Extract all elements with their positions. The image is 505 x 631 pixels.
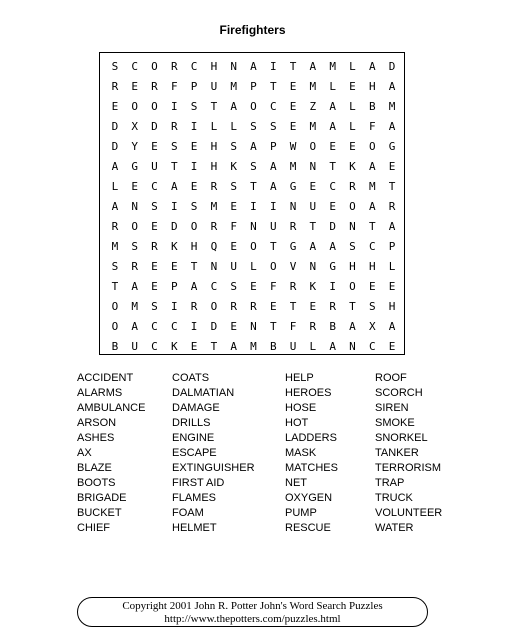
grid-letter[interactable]: F	[368, 120, 376, 133]
grid-letter[interactable]: E	[368, 280, 376, 293]
grid-letter[interactable]: K	[349, 160, 356, 173]
grid-letter[interactable]: N	[131, 200, 138, 213]
grid-row	[100, 237, 404, 257]
grid-letter[interactable]: E	[388, 280, 396, 293]
grid-letter[interactable]: K	[170, 240, 178, 253]
grid-letter[interactable]: E	[329, 140, 336, 153]
word-list-item: TANKER	[375, 447, 419, 459]
grid-letter[interactable]: E	[388, 160, 396, 173]
grid-letter[interactable]: N	[230, 60, 237, 73]
grid-letter[interactable]: C	[368, 340, 376, 353]
grid-letter[interactable]: D	[111, 140, 119, 153]
grid-letter[interactable]: A	[111, 160, 119, 173]
word-list	[77, 371, 497, 541]
word-list-item: ROOF	[375, 372, 407, 384]
grid-letter[interactable]: A	[388, 80, 396, 93]
grid-letter[interactable]: T	[170, 160, 178, 173]
grid-letter[interactable]: N	[210, 260, 218, 273]
word-list-item: FIRST AID	[172, 477, 225, 489]
grid-letter[interactable]: G	[131, 160, 138, 173]
grid-letter[interactable]: S	[230, 180, 237, 193]
grid-letter[interactable]: S	[230, 280, 237, 293]
grid-letter[interactable]: E	[289, 80, 297, 93]
grid-letter[interactable]: G	[289, 180, 297, 193]
grid-letter[interactable]: M	[309, 80, 317, 93]
grid-row	[100, 157, 404, 177]
word-list-item: FOAM	[172, 507, 204, 519]
grid-letter[interactable]: T	[190, 260, 198, 273]
grid-letter[interactable]: A	[329, 100, 336, 113]
word-list-item: NET	[285, 477, 307, 489]
grid-letter[interactable]: T	[111, 280, 119, 293]
grid-row	[100, 257, 404, 277]
grid-row	[100, 57, 404, 77]
grid-letter[interactable]: U	[131, 340, 138, 353]
word-list-item: ESCAPE	[172, 447, 217, 459]
grid-letter[interactable]: N	[349, 340, 356, 353]
grid-row	[100, 137, 404, 157]
grid-letter[interactable]: C	[368, 240, 376, 253]
grid-letter[interactable]: M	[250, 340, 257, 353]
grid-letter[interactable]: U	[210, 80, 218, 93]
grid-letter[interactable]: C	[151, 340, 158, 353]
grid-letter[interactable]: R	[250, 300, 257, 313]
word-column	[375, 371, 442, 536]
grid-letter[interactable]: M	[329, 60, 336, 73]
word-list-item: TRUCK	[375, 492, 413, 504]
grid-letter[interactable]: T	[210, 100, 218, 113]
word-column	[285, 371, 338, 536]
word-list-item: DALMATIAN	[172, 387, 235, 399]
word-list-item: TERRORISM	[375, 462, 441, 474]
grid-letter[interactable]: O	[131, 100, 138, 113]
grid-letter[interactable]: S	[151, 200, 158, 213]
word-list-item: HELMET	[172, 522, 217, 534]
word-list-item: BRIGADE	[77, 492, 127, 504]
grid-letter[interactable]: T	[250, 180, 257, 193]
grid-letter[interactable]: F	[269, 280, 277, 293]
grid-letter[interactable]: D	[151, 120, 158, 133]
grid-letter[interactable]: O	[349, 280, 356, 293]
grid-letter[interactable]: E	[289, 100, 297, 113]
grid-letter[interactable]: T	[269, 80, 277, 93]
grid-letter[interactable]: A	[190, 280, 198, 293]
grid-letter[interactable]: M	[388, 100, 396, 113]
grid-letter[interactable]: N	[250, 320, 257, 333]
grid-letter[interactable]: A	[388, 220, 396, 233]
grid-letter[interactable]: T	[349, 300, 356, 313]
grid-letter[interactable]: A	[250, 140, 257, 153]
grid-letter[interactable]: C	[151, 320, 158, 333]
word-list-item: OXYGEN	[285, 492, 333, 504]
word-column	[172, 371, 255, 536]
grid-letter[interactable]: C	[151, 180, 158, 193]
grid-letter[interactable]: I	[190, 120, 198, 133]
grid-letter[interactable]: F	[289, 320, 297, 333]
grid-row	[100, 297, 404, 317]
grid-letter[interactable]: R	[309, 320, 317, 333]
grid-letter[interactable]: I	[170, 300, 178, 313]
grid-letter[interactable]: H	[368, 260, 376, 273]
grid-letter[interactable]: R	[289, 220, 297, 233]
grid-letter[interactable]: S	[170, 140, 178, 153]
grid-letter[interactable]: O	[210, 300, 218, 313]
word-list-item: HEROES	[285, 387, 332, 399]
grid-letter[interactable]: A	[368, 60, 376, 73]
grid-row	[100, 77, 404, 97]
grid-letter[interactable]: O	[368, 140, 376, 153]
grid-letter[interactable]: A	[368, 160, 376, 173]
word-list-item: TRAP	[375, 477, 405, 489]
grid-letter[interactable]: N	[349, 220, 356, 233]
grid-row	[100, 97, 404, 117]
grid-letter[interactable]: W	[289, 140, 297, 153]
grid-letter[interactable]: L	[349, 60, 356, 73]
grid-letter[interactable]: H	[210, 160, 218, 173]
grid-letter[interactable]: A	[329, 120, 336, 133]
grid-letter[interactable]: A	[230, 340, 237, 353]
grid-letter[interactable]: T	[269, 320, 277, 333]
grid-letter[interactable]: A	[388, 120, 396, 133]
grid-letter[interactable]: R	[210, 180, 218, 193]
grid-letter[interactable]: H	[349, 260, 356, 273]
grid-letter[interactable]: H	[210, 60, 218, 73]
grid-letter[interactable]: P	[250, 80, 257, 93]
grid-letter[interactable]: A	[368, 200, 376, 213]
grid-letter[interactable]: L	[388, 260, 396, 273]
grid-letter[interactable]: E	[131, 180, 138, 193]
grid-letter[interactable]: M	[230, 80, 237, 93]
word-list-item: ASHES	[77, 432, 115, 444]
grid-letter[interactable]: S	[111, 260, 119, 273]
grid-letter[interactable]: E	[190, 340, 198, 353]
grid-letter[interactable]: T	[329, 160, 336, 173]
grid-letter[interactable]: O	[111, 300, 119, 313]
grid-letter[interactable]: E	[230, 200, 237, 213]
grid-letter[interactable]: C	[131, 60, 138, 73]
word-list-item: ALARMS	[77, 387, 123, 399]
grid-letter[interactable]: E	[329, 200, 336, 213]
grid-letter[interactable]: E	[170, 260, 178, 273]
grid-letter[interactable]: N	[289, 200, 297, 213]
grid-letter[interactable]: E	[190, 180, 198, 193]
grid-letter[interactable]: C	[269, 100, 277, 113]
grid-letter[interactable]: I	[190, 160, 198, 173]
grid-letter[interactable]: A	[309, 240, 317, 253]
word-list-item: WATER	[375, 522, 414, 534]
grid-letter[interactable]: O	[190, 220, 198, 233]
grid-letter[interactable]: E	[269, 300, 277, 313]
grid-letter[interactable]: N	[309, 260, 317, 273]
grid-letter[interactable]: S	[250, 160, 257, 173]
grid-letter[interactable]: A	[111, 200, 119, 213]
grid-letter[interactable]: S	[131, 240, 138, 253]
grid-row	[100, 217, 404, 237]
grid-letter[interactable]: T	[269, 240, 277, 253]
grid-letter[interactable]: L	[329, 80, 336, 93]
word-list-item: ACCIDENT	[77, 372, 134, 384]
grid-letter[interactable]: A	[170, 180, 178, 193]
grid-letter[interactable]: R	[151, 80, 158, 93]
grid-letter[interactable]: I	[269, 60, 277, 73]
grid-letter[interactable]: X	[368, 320, 376, 333]
grid-letter[interactable]: U	[309, 200, 317, 213]
word-list-item: ARSON	[77, 417, 117, 429]
grid-letter[interactable]: E	[111, 100, 119, 113]
grid-letter[interactable]: A	[250, 60, 257, 73]
grid-letter[interactable]: D	[329, 220, 336, 233]
word-list-item: MATCHES	[285, 462, 338, 474]
grid-letter[interactable]: A	[329, 240, 336, 253]
grid-letter[interactable]: E	[151, 220, 158, 233]
grid-letter[interactable]: C	[210, 280, 218, 293]
grid-letter[interactable]: M	[210, 200, 218, 213]
word-list-item: SIREN	[375, 402, 409, 414]
grid-letter[interactable]: G	[329, 260, 336, 273]
grid-letter[interactable]: U	[151, 160, 158, 173]
word-list-item: COATS	[172, 372, 210, 384]
grid-letter[interactable]: E	[190, 140, 198, 153]
grid-letter[interactable]: I	[329, 280, 336, 293]
word-list-item: SCORCH	[375, 387, 423, 399]
word-list-item: ENGINE	[172, 432, 215, 444]
grid-letter[interactable]: C	[170, 320, 178, 333]
grid-letter[interactable]: D	[210, 320, 218, 333]
grid-letter[interactable]: R	[388, 200, 396, 213]
grid-letter[interactable]: R	[190, 300, 198, 313]
grid-letter[interactable]: S	[269, 120, 277, 133]
grid-letter[interactable]: Q	[210, 240, 218, 253]
grid-letter[interactable]: N	[250, 220, 257, 233]
grid-letter[interactable]: O	[131, 220, 138, 233]
grid-letter[interactable]: R	[349, 180, 356, 193]
grid-letter[interactable]: D	[388, 60, 396, 73]
grid-letter[interactable]: E	[289, 120, 297, 133]
grid-letter[interactable]: R	[111, 80, 119, 93]
word-list-item: AX	[77, 447, 92, 459]
word-list-item: BOOTS	[77, 477, 116, 489]
puzzle-title: Firefighters	[219, 23, 286, 37]
grid-letter[interactable]: X	[131, 120, 138, 133]
grid-letter[interactable]: E	[309, 300, 317, 313]
grid-letter[interactable]: O	[309, 140, 317, 153]
grid-letter[interactable]: T	[388, 180, 396, 193]
grid-letter[interactable]: O	[269, 260, 277, 273]
grid-letter[interactable]: I	[170, 100, 178, 113]
grid-letter[interactable]: A	[388, 320, 396, 333]
grid-letter[interactable]: I	[250, 200, 257, 213]
word-list-item: DAMAGE	[172, 402, 220, 414]
grid-letter[interactable]: E	[131, 80, 138, 93]
grid-letter[interactable]: P	[388, 240, 396, 253]
grid-letter[interactable]: F	[170, 80, 178, 93]
grid-letter[interactable]: L	[309, 340, 317, 353]
grid-letter[interactable]: A	[269, 160, 277, 173]
grid-letter[interactable]: M	[368, 180, 376, 193]
grid-letter[interactable]: T	[289, 300, 297, 313]
grid-letter[interactable]: E	[230, 320, 237, 333]
grid-letter[interactable]: O	[151, 60, 158, 73]
word-list-item: BLAZE	[77, 462, 112, 474]
grid-letter[interactable]: T	[289, 60, 297, 73]
grid-letter[interactable]: E	[349, 140, 356, 153]
grid-letter[interactable]: C	[190, 60, 198, 73]
word-list-item: HOSE	[285, 402, 317, 414]
grid-letter[interactable]: S	[151, 300, 158, 313]
word-list-item: CHIEF	[77, 522, 110, 534]
grid-letter[interactable]: Y	[131, 140, 138, 153]
word-list-item: HELP	[285, 372, 314, 384]
letter-grid-frame	[99, 52, 405, 355]
word-list-item: BUCKET	[77, 507, 122, 519]
grid-letter[interactable]: R	[210, 220, 218, 233]
grid-letter[interactable]: P	[190, 80, 198, 93]
copyright-text: Copyright 2001 John R. Potter John's Word Search Puzzles	[122, 600, 383, 612]
grid-letter[interactable]: E	[309, 180, 317, 193]
grid-letter[interactable]: E	[388, 340, 396, 353]
grid-letter[interactable]: K	[230, 160, 237, 173]
grid-letter[interactable]: O	[349, 200, 356, 213]
grid-row	[100, 197, 404, 217]
grid-row	[100, 117, 404, 137]
grid-letter[interactable]: R	[230, 300, 237, 313]
grid-letter[interactable]: P	[269, 140, 277, 153]
grid-row	[100, 317, 404, 337]
word-column	[77, 371, 145, 536]
grid-letter[interactable]: R	[131, 260, 138, 273]
word-list-item: HOT	[285, 417, 309, 429]
grid-letter[interactable]: B	[111, 340, 119, 353]
grid-letter[interactable]: I	[170, 200, 178, 213]
grid-letter[interactable]: Z	[309, 100, 317, 113]
grid-letter[interactable]: T	[309, 220, 317, 233]
grid-letter[interactable]: U	[269, 220, 277, 233]
grid-letter[interactable]: I	[269, 200, 277, 213]
grid-letter[interactable]: T	[368, 220, 376, 233]
grid-letter[interactable]: O	[151, 100, 158, 113]
word-list-item: RESCUE	[285, 522, 331, 534]
copyright-footer	[77, 597, 428, 627]
grid-letter[interactable]: A	[329, 340, 336, 353]
grid-letter[interactable]: H	[368, 80, 376, 93]
word-list-item: EXTINGUISHER	[172, 462, 255, 474]
grid-letter[interactable]: L	[349, 100, 356, 113]
grid-letter[interactable]: E	[151, 280, 158, 293]
grid-letter[interactable]: M	[111, 240, 119, 253]
grid-letter[interactable]: E	[250, 280, 257, 293]
grid-letter[interactable]: A	[269, 180, 277, 193]
grid-letter[interactable]: E	[151, 260, 158, 273]
grid-letter[interactable]: N	[309, 160, 317, 173]
website-link[interactable]: http://www.thepotters.com/puzzles.html	[164, 613, 341, 625]
grid-letter[interactable]: H	[210, 140, 218, 153]
grid-letter[interactable]: B	[269, 340, 277, 353]
grid-letter[interactable]: E	[349, 80, 356, 93]
grid-letter[interactable]: K	[309, 280, 317, 293]
grid-letter[interactable]: R	[170, 120, 178, 133]
word-list-item: VOLUNTEER	[375, 507, 443, 519]
grid-letter[interactable]: S	[230, 140, 237, 153]
grid-letter[interactable]: D	[170, 220, 178, 233]
grid-letter[interactable]: H	[190, 240, 198, 253]
grid-letter[interactable]: S	[250, 120, 257, 133]
grid-letter[interactable]: S	[349, 240, 356, 253]
grid-letter[interactable]: L	[111, 180, 119, 193]
grid-letter[interactable]: D	[111, 120, 119, 133]
grid-letter[interactable]: S	[111, 60, 119, 73]
grid-letter[interactable]: H	[388, 300, 396, 313]
word-list-item: SMOKE	[375, 417, 415, 429]
word-list-item: MASK	[285, 447, 317, 459]
grid-letter[interactable]: M	[131, 300, 138, 313]
grid-letter[interactable]: R	[170, 60, 178, 73]
grid-letter[interactable]: R	[289, 280, 297, 293]
grid-letter[interactable]: G	[388, 140, 396, 153]
grid-letter[interactable]: L	[250, 260, 257, 273]
grid-letter[interactable]: A	[131, 320, 138, 333]
grid-letter[interactable]: I	[190, 320, 198, 333]
grid-letter[interactable]: G	[289, 240, 297, 253]
grid-row	[100, 277, 404, 297]
grid-letter[interactable]: U	[289, 340, 297, 353]
grid-letter[interactable]: A	[309, 60, 317, 73]
grid-letter[interactable]: B	[329, 320, 336, 333]
grid-letter[interactable]: L	[210, 120, 218, 133]
grid-letter[interactable]: U	[230, 260, 237, 273]
grid-letter[interactable]: A	[131, 280, 138, 293]
grid-row	[100, 337, 404, 357]
word-list-item: FLAMES	[172, 492, 217, 504]
word-list-item: LADDERS	[285, 432, 337, 444]
grid-letter[interactable]: L	[349, 120, 356, 133]
grid-letter[interactable]: O	[250, 240, 257, 253]
grid-letter[interactable]: F	[230, 220, 237, 233]
grid-letter[interactable]: R	[329, 300, 336, 313]
grid-letter[interactable]: A	[230, 100, 237, 113]
grid-letter[interactable]: M	[289, 160, 297, 173]
grid-letter[interactable]: E	[151, 140, 158, 153]
grid-letter[interactable]: L	[230, 120, 237, 133]
word-list-item: PUMP	[285, 507, 317, 519]
grid-letter[interactable]: M	[309, 120, 317, 133]
grid-letter[interactable]: R	[111, 220, 119, 233]
word-list-item: AMBULANCE	[77, 402, 146, 414]
grid-letter[interactable]: O	[111, 320, 119, 333]
word-list-item: SNORKEL	[375, 432, 428, 444]
grid-letter[interactable]: S	[368, 300, 376, 313]
word-list-item: DRILLS	[172, 417, 211, 429]
grid-letter[interactable]: P	[170, 280, 178, 293]
grid-letter[interactable]: S	[190, 100, 198, 113]
grid-letter[interactable]: A	[349, 320, 356, 333]
grid-letter[interactable]: V	[289, 260, 297, 273]
grid-letter[interactable]: C	[329, 180, 336, 193]
letter-grid	[100, 57, 404, 357]
grid-letter[interactable]: K	[170, 340, 178, 353]
grid-letter[interactable]: S	[190, 200, 198, 213]
grid-letter[interactable]: R	[151, 240, 158, 253]
grid-letter[interactable]: O	[250, 100, 257, 113]
grid-letter[interactable]: B	[368, 100, 376, 113]
grid-letter[interactable]: E	[230, 240, 237, 253]
grid-row	[100, 177, 404, 197]
grid-letter[interactable]: T	[210, 340, 218, 353]
